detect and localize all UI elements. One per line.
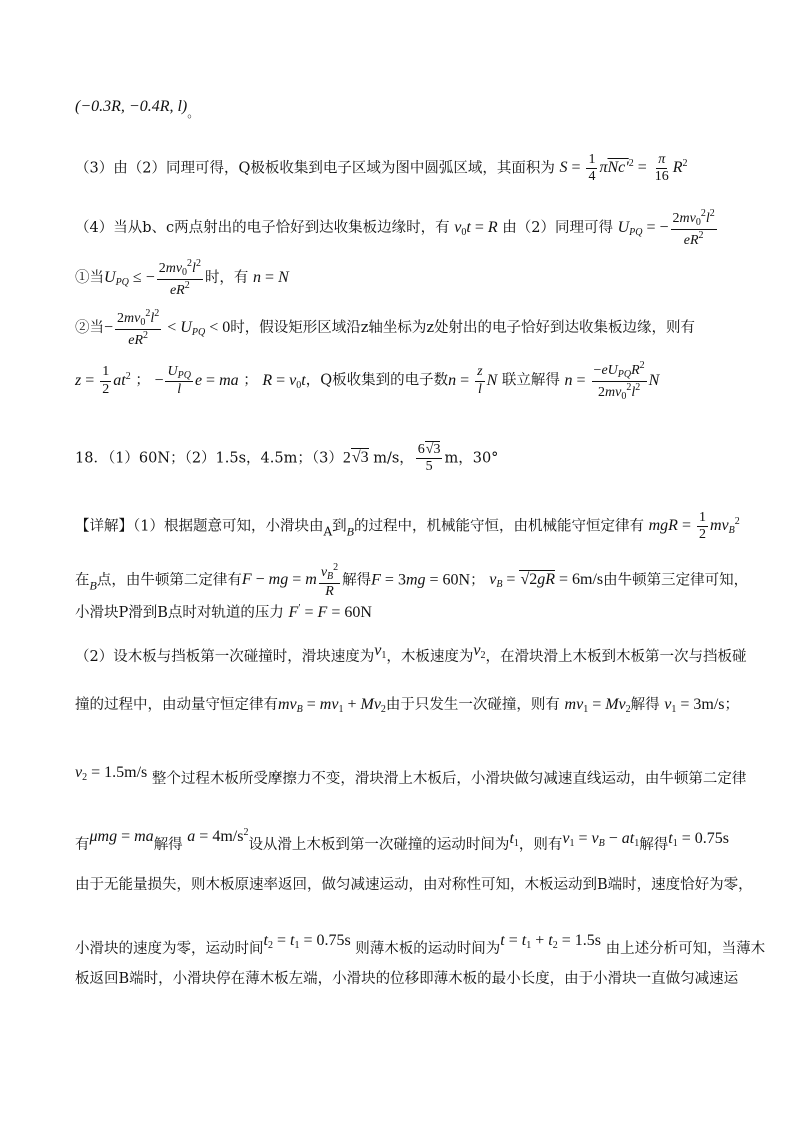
case1-text-b: 时，有 xyxy=(204,269,249,286)
line-part4 xyxy=(75,208,740,249)
line-detail1 xyxy=(75,510,740,543)
line-case2 xyxy=(75,308,740,349)
t2-formula: $t_2 = t_1 = 0.75s$ xyxy=(263,932,351,951)
force-formula: − $\frac{U_{PQ}}{l}$ e = ma xyxy=(154,363,239,398)
line-case1 xyxy=(75,258,740,299)
length-text: 板返回B端时，小滑块停在薄木板左端，小滑块的位移即薄木板的最小长度，由于小滑块一直做匀减速运 xyxy=(75,971,739,987)
answer18-text-b: m/s， xyxy=(373,450,414,467)
detail1-text-b: 到 xyxy=(332,518,347,535)
v2-symbol: $v_2$ xyxy=(473,642,486,661)
detail1-text-a: 【详解】（1）根据题意可知，小滑块由 xyxy=(75,518,324,535)
v1-result: $v_1 = 3m/s$ xyxy=(664,696,725,715)
momentum-text-b: 由于只发生一次碰撞，则有 xyxy=(385,697,560,713)
detail1-text-c: 的过程中，机械能守恒，由机械能守恒定律有 xyxy=(354,518,644,535)
vb-formula: $v_B = √2gR = 6m/s$ xyxy=(489,571,604,591)
n-result-formula: n = $\frac{-eU_{PQ}R^2}{2mv_0^2l^2}$ N xyxy=(564,360,660,402)
time-text-b: 则薄木板的运动时间为 xyxy=(355,941,501,957)
momentum-text-d: ； xyxy=(724,697,740,713)
t-total-formula: $t = t_1 + t_2 = 1.5s$ xyxy=(500,932,601,951)
line-part2 xyxy=(75,640,747,668)
momentum-text-c: 解得 xyxy=(630,697,660,713)
accel-text-b: 解得 xyxy=(153,837,183,853)
collected-text: ，Q板收集到的电子数 xyxy=(305,372,449,389)
period: 。 xyxy=(187,106,200,120)
upq-formula: $U_{PQ}$ = − $\frac{2mv_0^2l^2}{eR^2}$ xyxy=(617,208,715,248)
newton-text-d: ； xyxy=(470,572,485,589)
newton-text-e: 由牛顿第三定律可知， xyxy=(603,572,749,589)
case2-text-b: 时，假设矩形区域沿z轴坐标为z处射出的电子恰好到达收集板边缘，则有 xyxy=(230,319,695,336)
newton-text-c: 解得 xyxy=(342,572,372,589)
case2-condition: − $\frac{2mv_0^2l^2}{eR^2}$ < $U_{PQ} < 0$ xyxy=(104,308,231,348)
momentum-formula: $mv_B = mv_1 + Mv_2$ xyxy=(278,696,386,715)
n-z-formula: n = $\frac{z}{l}$ N xyxy=(448,364,498,397)
solve-text: 联立解得 xyxy=(501,372,560,389)
accel-text-a: 有 xyxy=(75,837,90,853)
accel-text-c: 设从滑上木板到第一次碰撞的运动时间为 xyxy=(248,837,510,853)
r-v0t: $R = v_0t$ xyxy=(262,371,306,391)
line-newton2 xyxy=(75,562,749,600)
line-symmetry xyxy=(75,876,753,896)
part2-text-a: （2）设木板与挡板第一次碰撞时，滑块速度为 xyxy=(75,649,375,665)
line-part3 xyxy=(75,152,740,185)
answer18-text-c: m，30° xyxy=(444,450,499,467)
energy-formula: mgR = $\frac{1}{2}$ $mv_B^2$ xyxy=(648,510,740,543)
accel-result: $a = 4m/s^2$ xyxy=(187,827,249,845)
v2-result: $v_2 = 1.5m/s$ xyxy=(75,764,148,783)
case1-text-a: ①当 xyxy=(75,269,104,286)
case2-text-a: ②当 xyxy=(75,319,104,336)
pressure-formula: F′ = F = 60N xyxy=(288,603,372,621)
answer18-text-a: 18．（1）60N；（2）1.5s，4.5m；（3） xyxy=(75,450,343,467)
point-a: A xyxy=(323,524,333,539)
friction-formula: μmg = ma xyxy=(89,828,154,845)
time-text-c: 由上述分析可知，当薄木 xyxy=(605,941,766,957)
newton-formula: F − mg = m $\frac{v_B^2}{R}$ xyxy=(241,562,339,599)
symmetry-text: 由于无能量损失，则木板原速率返回，做匀减速运动，由对称性可知，木板运动到B端时，速度恰好为零， xyxy=(75,877,753,893)
six-root3-over5: $\frac{6√3}{5}$ xyxy=(417,442,441,475)
part2-text-c: ，在滑块滑上木板到木板第一次与挡板碰 xyxy=(485,649,747,665)
v0t-eq-r: $v_0t = R$ xyxy=(454,218,498,238)
part2-text-b: ，木板速度为 xyxy=(386,649,474,665)
v1-symbol: $v_1$ xyxy=(374,642,387,661)
two-root3: 2√3 xyxy=(342,449,369,467)
line-length xyxy=(75,970,740,990)
line-acceleration xyxy=(75,826,740,856)
newton-text-a: 在 xyxy=(75,572,90,589)
momentum-text-a: 撞的过程中，由动量守恒定律有 xyxy=(75,697,278,713)
newton-text-b: 点，由牛顿第二定律有 xyxy=(96,572,242,589)
coordinate-expression: (−0.3R, −0.4R, l) xyxy=(75,98,188,115)
sep-2: ； xyxy=(243,372,258,389)
n-eq-N: n = N xyxy=(253,268,289,286)
accel-text-d: ，则有 xyxy=(518,837,563,853)
line-momentum xyxy=(75,694,740,717)
equal-momentum: $mv_1 = Mv_2$ xyxy=(564,696,631,715)
t1-symbol: $t_1$ xyxy=(509,830,519,849)
area-formula: S = $\frac{1}{4}$ $\pi Nc'^2$ = $\frac{\pi}{16}$ $R^2$ xyxy=(559,152,688,185)
part3-text: （3）由（2）同理可得，Q极板收集到电子区域为图中圆弧区域，其面积为 xyxy=(75,160,555,177)
case1-condition: $U_{PQ}$ ≤ − $\frac{2mv_0^2l^2}{eR^2}$ xyxy=(104,258,201,298)
point-b: B xyxy=(346,524,354,539)
part4-text-b: 由（2）同理可得 xyxy=(502,219,613,236)
friction-text: 整个过程木板所受摩擦力不变，滑块滑上木板后，小滑块做匀减速直线运动，由牛顿第二定律 xyxy=(151,771,747,787)
line-friction xyxy=(75,762,747,790)
z-formula: z = $\frac{1}{2}$ $at^2$ xyxy=(75,364,131,397)
time-text-a: 小滑块的速度为零，运动时间 xyxy=(75,941,264,957)
part4-text-a: （4）当从b、c两点射出的电子恰好到达收集板边缘时，有 xyxy=(75,219,450,236)
line-equations xyxy=(75,360,740,402)
velocity-formula: $v_1 = v_B - at_1$ xyxy=(562,830,640,849)
pressure-text: 小滑块P滑到B点时对轨道的压力 xyxy=(75,605,284,621)
t1-result: $t_1 = 0.75s$ xyxy=(668,830,729,849)
force-result: F = 3mg = 60N xyxy=(371,571,471,589)
point-b-2: B xyxy=(89,578,97,593)
line-time xyxy=(75,930,766,960)
sep-1: ； xyxy=(135,372,150,389)
line-coordinate xyxy=(75,96,740,121)
line-pressure xyxy=(75,602,740,624)
accel-text-e: 解得 xyxy=(639,837,669,853)
line-answer18 xyxy=(75,442,740,475)
